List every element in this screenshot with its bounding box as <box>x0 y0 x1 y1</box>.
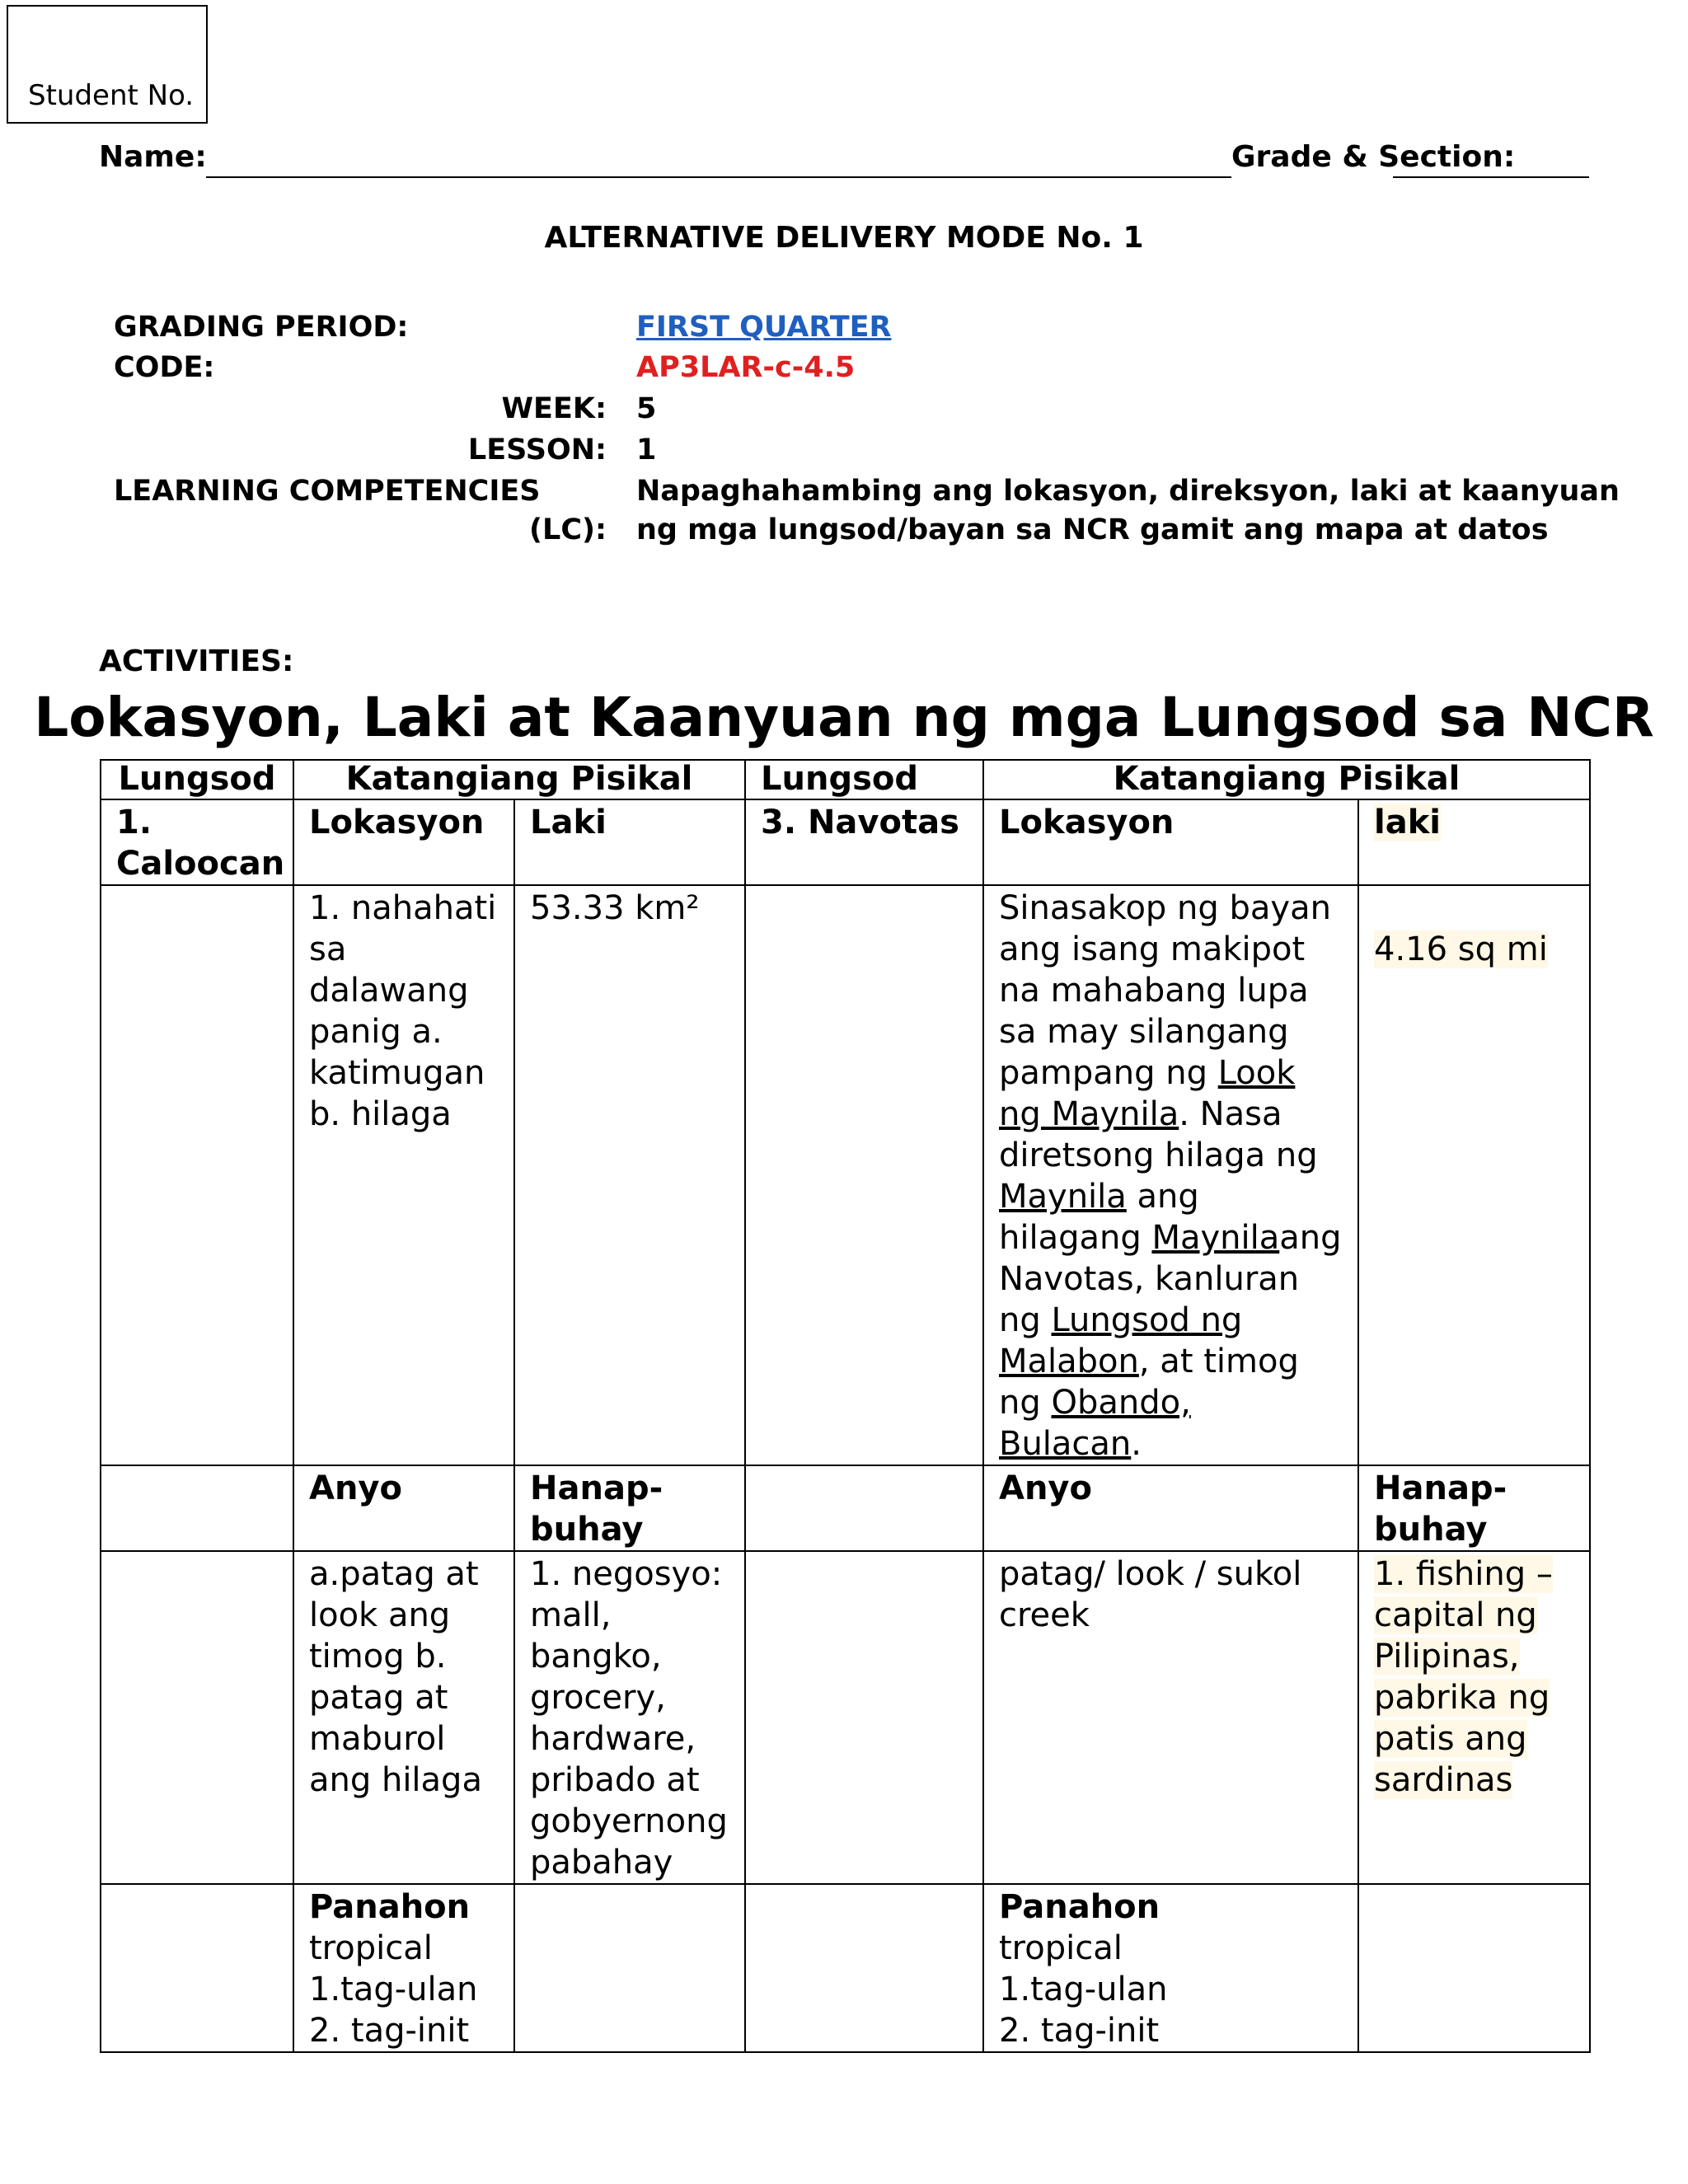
link-maynila-2[interactable]: Maynila <box>1151 1219 1280 1257</box>
col-lokasyon-2: Lokasyon <box>983 799 1358 885</box>
col-anyo-2: Anyo <box>983 1465 1358 1551</box>
panahon-1-season-b: 2. tag-init <box>309 2012 470 2050</box>
navotas-laki <box>1358 885 1590 1465</box>
caloocan-panahon <box>293 1884 514 2052</box>
week-value: 5 <box>636 392 657 425</box>
lc-value-line-2: ng mga lungsod/bayan sa NCR gamit ang mapa at datos <box>636 513 1549 546</box>
text-run: Sinasakop ng bayan ang isang makipot na mahabang lupa sa may silangang pampang ng <box>999 889 1331 1092</box>
empty-cell <box>101 1884 293 2052</box>
empty-cell <box>745 1465 983 1551</box>
link-look-ng-maynila[interactable]: Look ng Maynila <box>999 1054 1296 1133</box>
caloocan-laki: 53.33 km² <box>514 885 745 1465</box>
caloocan-hanapbuhay: 1. negosyo: mall, bangko, grocery, hardware, pribado at gobyernong pabahay <box>514 1551 745 1884</box>
code-value: AP3LAR-c-4.5 <box>636 351 856 384</box>
header-katangian-2: Katangiang Pisikal <box>983 760 1590 799</box>
header-katangian-1: Katangiang Pisikal <box>293 760 745 799</box>
caloocan-anyo: a.patag at look ang timog b. patag at maburol ang hilaga <box>293 1551 514 1884</box>
table-header-row <box>101 760 1590 799</box>
empty-cell <box>745 885 983 1465</box>
lesson-label: LESSON: <box>467 434 607 466</box>
lesson-value: 1 <box>636 434 657 466</box>
navotas-hanapbuhay <box>1358 1551 1590 1884</box>
navotas-laki-value: 4.16 sq mi <box>1374 930 1548 968</box>
empty-cell <box>745 1551 983 1884</box>
week-label: WEEK: <box>501 392 607 425</box>
panahon-2-type: tropical <box>999 1929 1123 1967</box>
text-run: , at timog ng <box>999 1343 1299 1422</box>
code-label: CODE: <box>114 351 215 384</box>
lc-label-abbrev: (LC): <box>529 513 607 546</box>
caloocan-lokasyon: 1. nahahati sa dalawang panig a. katimugan b. hilaga <box>293 885 514 1465</box>
empty-cell <box>101 1551 293 1884</box>
text-run: ang hilagang <box>999 1178 1199 1257</box>
table-row <box>101 1465 1590 1551</box>
panahon-1-type: tropical <box>309 1929 433 1967</box>
lc-value-line-1: Napaghahambing ang lokasyon, direksyon, laki at kaanyuan <box>636 475 1620 508</box>
name-label: Name: <box>99 140 207 174</box>
panahon-2-season-a: 1.tag-ulan <box>999 1971 1168 2008</box>
name-input-line[interactable] <box>206 176 1231 178</box>
navotas-anyo: patag/ look / sukol creek <box>983 1551 1358 1884</box>
navotas-hanapbuhay-text: 1. fishing – capital ng Pilipinas, pabrika ng patis ang sardinas <box>1374 1555 1553 1799</box>
table-row <box>101 1884 1590 2052</box>
ncr-cities-table <box>100 759 1591 2053</box>
grade-section-input-line[interactable] <box>1393 176 1589 178</box>
col-hanapbuhay-2: Hanap-buhay <box>1358 1465 1590 1551</box>
table-row <box>101 799 1590 885</box>
document-title: ALTERNATIVE DELIVERY MODE No. 1 <box>544 221 1144 255</box>
link-maynila[interactable]: Maynila <box>999 1178 1127 1216</box>
grading-period-label: GRADING PERIOD: <box>114 311 409 344</box>
city-caloocan: 1. Caloocan <box>101 799 293 885</box>
navotas-panahon <box>983 1884 1358 2052</box>
panahon-label-1: Panahon <box>309 1888 471 1926</box>
student-number-label: Student No. <box>28 79 195 112</box>
activity-title: Lokasyon, Laki at Kaanyuan ng mga Lungsod sa NCR <box>34 686 1654 749</box>
text-run: . Nasa diretsong hilaga ng <box>999 1095 1318 1174</box>
empty-cell <box>101 885 293 1465</box>
col-laki-2 <box>1358 799 1590 885</box>
city-navotas: 3. Navotas <box>745 799 983 885</box>
student-number-box <box>7 5 208 124</box>
col-lokasyon-1: Lokasyon <box>293 799 514 885</box>
empty-cell <box>745 1884 983 2052</box>
panahon-label-2: Panahon <box>999 1888 1160 1926</box>
col-laki-1: Laki <box>514 799 745 885</box>
link-lungsod-ng-malabon[interactable]: Lungsod ng Malabon <box>999 1301 1243 1380</box>
header-lungsod-2: Lungsod <box>745 760 983 799</box>
lc-label: LEARNING COMPETENCIES <box>114 475 541 508</box>
panahon-2-season-b: 2. tag-init <box>999 2012 1160 2050</box>
link-obando-bulacan[interactable]: Obando, Bulacan <box>999 1384 1191 1463</box>
empty-cell <box>1358 1884 1590 2052</box>
grade-section-label: Grade & Section: <box>1134 140 1515 174</box>
text-run: ang Navotas, kanluran ng <box>999 1219 1342 1339</box>
col-hanapbuhay-1: Hanap-buhay <box>514 1465 745 1551</box>
grading-period-link[interactable]: FIRST QUARTER <box>636 311 892 344</box>
laki-2-label: laki <box>1374 804 1442 841</box>
panahon-1-season-a: 1.tag-ulan <box>309 1971 478 2008</box>
navotas-lokasyon <box>983 885 1358 1465</box>
header-lungsod-1: Lungsod <box>101 760 293 799</box>
activities-label: ACTIVITIES: <box>99 644 294 678</box>
empty-cell <box>514 1884 745 2052</box>
empty-cell <box>101 1465 293 1551</box>
table-row <box>101 885 1590 1465</box>
text-run: . <box>1131 1425 1142 1463</box>
table-row <box>101 1551 1590 1884</box>
col-anyo-1: Anyo <box>293 1465 514 1551</box>
name-row <box>99 137 1589 183</box>
